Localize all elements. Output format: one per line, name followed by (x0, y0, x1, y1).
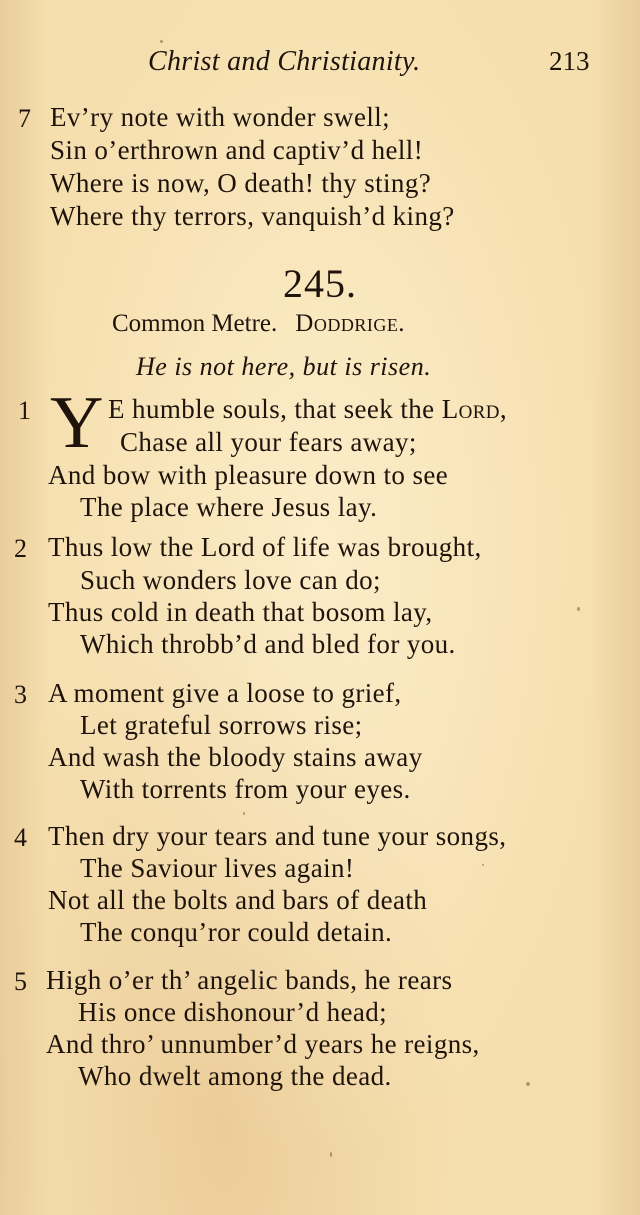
verse-line: Such wonders love can do; (80, 565, 381, 595)
subtitle-italic: He is not here (136, 352, 289, 381)
hymn-number: 245. (283, 261, 357, 306)
paper-speck (330, 1152, 332, 1157)
drop-cap: Y (50, 382, 104, 464)
verse-line: Thus low the Lord of life was brought, (48, 532, 482, 562)
verse-line: His once dishonour’d head; (78, 997, 388, 1027)
subtitle-rest: , but is risen. (288, 352, 432, 381)
verse-line: The place where Jesus lay. (80, 492, 378, 522)
verse-line: And wash the bloody stains away (48, 742, 423, 772)
verse-line: Where thy terrors, vanquish’d king? (50, 201, 455, 231)
verse-line: And thro’ unnumber’d years he reigns, (46, 1029, 480, 1059)
verse-line: Ev’ry note with wonder swell; (50, 102, 391, 132)
verse-line: Where is now, O death! thy sting? (50, 168, 432, 198)
paper-speck (526, 1082, 530, 1086)
verse-line: And bow with pleasure down to see (48, 460, 449, 490)
stanza-number: 2 (14, 534, 27, 563)
meter-label: Common Metre. (112, 310, 278, 337)
verse-line: With torrents from your eyes. (80, 774, 411, 804)
hymn-meter-line (112, 310, 405, 338)
stanza-number: 1 (18, 396, 31, 425)
paper-speck (243, 812, 245, 815)
paper-speck (482, 864, 484, 866)
verse-line: Which throbb’d and bled for you. (80, 629, 456, 659)
verse-line: Sin o’erthrown and captiv’d hell! (50, 135, 424, 165)
verse-line-first (108, 394, 507, 425)
section-title: Christ and Christianity. (148, 46, 421, 77)
running-head (0, 46, 640, 86)
verse-punct: , (499, 394, 508, 424)
verse-line: Not all the bolts and bars of death (48, 885, 428, 915)
verse-line: Let grateful sorrows rise; (80, 710, 363, 740)
stanza-number: 4 (14, 823, 27, 852)
hymn-author: Doddrige. (295, 310, 406, 337)
page-number: 213 (549, 46, 590, 76)
verse-line: The conqu’ror could detain. (80, 917, 393, 947)
verse-line: Who dwelt among the dead. (78, 1061, 392, 1091)
verse-line: A moment give a loose to grief, (48, 678, 402, 708)
lord-small-caps: Lord (441, 394, 500, 424)
verse-line: The Saviour lives again! (80, 853, 355, 883)
hymn-subtitle (136, 352, 431, 382)
stanza-number: 3 (14, 680, 27, 709)
verse-line: Thus cold in death that bosom lay, (48, 597, 433, 627)
paper-speck (577, 607, 580, 611)
paper-speck (160, 40, 163, 43)
verse-line: High o’er th’ angelic bands, he rears (46, 965, 453, 995)
stanza-number: 5 (14, 967, 27, 996)
verse-line: Then dry your tears and tune your songs, (48, 821, 507, 851)
stanza-number: 7 (18, 104, 31, 133)
verse-line: Chase all your fears away; (120, 427, 417, 457)
verse-text: E humble souls, that seek the (108, 394, 442, 424)
